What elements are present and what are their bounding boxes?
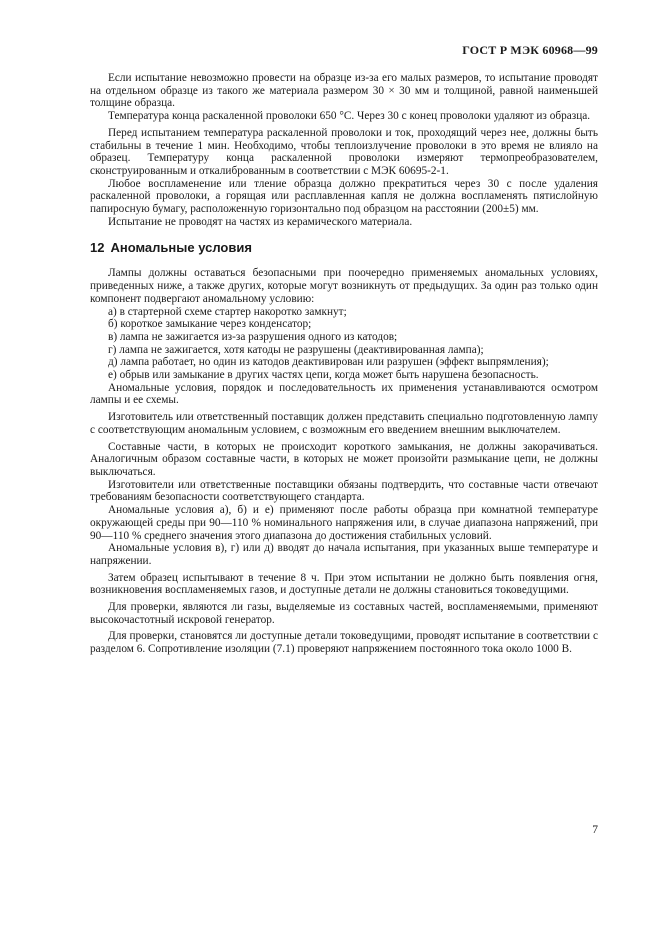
- paragraph: Для проверки, становятся ли доступные детали токоведущими, проводят испытание в соответствии с разделом 6. Сопротивление изоляции (7.1) проверяют напряжением постоянного тока около 1000 В.: [90, 630, 598, 656]
- paragraph: Перед испытанием температура раскаленной проволоки и ток, проходящий через нее, должны быть стабильны в течение 1 мин. Необходимо, чтобы теплоизлучение проволоки в это время не влияло на образец. Температуру конца раскаленной проволоки измеряют термопреобразователем, сконструированным и откалиброванным в соответствии с МЭК 60695-2-1.: [90, 126, 598, 177]
- paragraph: Затем образец испытывают в течение 8 ч. При этом испытании не должно быть появления огня, возникновения воспламеняемых газов, и доступные детали не должны становиться токоведущими.: [90, 571, 598, 597]
- list-item: е) обрыв или замыкание в других частях цепи, когда может быть нарушена безопасность.: [108, 369, 539, 382]
- paragraph: Температура конца раскаленной проволоки 650 °С. Через 30 с конец проволоки удаляют из образца.: [108, 110, 591, 123]
- paragraph: Для проверки, являются ли газы, выделяемые из составных частей, воспламеняемыми, применяют высокочастотный искровой генератор.: [90, 601, 598, 626]
- list-item: а) в стартерной схеме стартер накоротко замкнут;: [108, 305, 347, 318]
- paragraph: Изготовитель или ответственный поставщик должен представить специально подготовленную лампу с соответствующим аномальным условием, с возможным его введением внешним выключателем.: [90, 411, 598, 436]
- paragraph: Аномальные условия а), б) и е) применяют после работы образца при комнатной температуре окружающей среды при 90—110 % номинального напряжения или, в случае диапазона напряжений, при 90—110 % среднего значения этого диапазона до достижения стабильных условий.: [90, 504, 598, 542]
- list-item: б) короткое замыкание через конденсатор;: [108, 318, 312, 331]
- paragraph: Составные части, в которых не происходит короткого замыкания, не должны закорачиваться. Аналогичным образом составные части, в которых не может произойти размыкание цепи, не должны выключаться.: [90, 440, 598, 478]
- paragraph: Аномальные условия в), г) или д) вводят до начала испытания, при указанных выше температуре и напряжении.: [90, 542, 598, 567]
- paragraph: Лампы должны оставаться безопасными при поочередно применяемых аномальных условиях, приведенных ниже, а также других, которые могут возникнуть от предыдущих. За один раз только один компонент подвергают аномальному условию:: [90, 267, 598, 305]
- list-item: д) лампа работает, но один из катодов деактивирован или разрушен (эффект выпрямления);: [108, 356, 549, 369]
- paragraph: Изготовители или ответственные поставщики обязаны подтвердить, что составные части отвечают требованиям безопасности соответствующего стандарта.: [90, 478, 598, 504]
- document-body: [90, 72, 598, 656]
- paragraph: Если испытание невозможно провести на образце из-за его малых размеров, то испытание проводят на отдельном образце из такого же материала размером 30 × 30 мм и толщиной, равной наименьшей толщине образца.: [90, 72, 598, 110]
- section-title: Аномальные условия: [110, 240, 252, 256]
- paragraph: Аномальные условия, порядок и последовательность их применения устанавливаются осмотром лампы и ее схемы.: [90, 381, 598, 407]
- section-heading: [90, 240, 598, 255]
- document-header: ГОСТ Р МЭК 60968—99: [462, 43, 598, 57]
- list-item: в) лампа не зажигается из-за разрушения одного из катодов;: [108, 330, 398, 343]
- list-item: г) лампа не зажигается, хотя катоды не разрушены (деактивированная лампа);: [108, 343, 484, 356]
- page-number: 7: [592, 824, 598, 836]
- section-number: 12: [90, 240, 105, 256]
- paragraph: Испытание не проводят на частях из керамического материала.: [108, 215, 413, 228]
- paragraph: Любое воспламенение или тление образца должно прекратиться через 30 с после удаления раскаленной проволоки, а горящая или расплавленная капля не должна воспламенять пятислойную папиросную бумагу, расположенную горизонтально под образцом на расстоянии (200±5) мм.: [90, 177, 598, 216]
